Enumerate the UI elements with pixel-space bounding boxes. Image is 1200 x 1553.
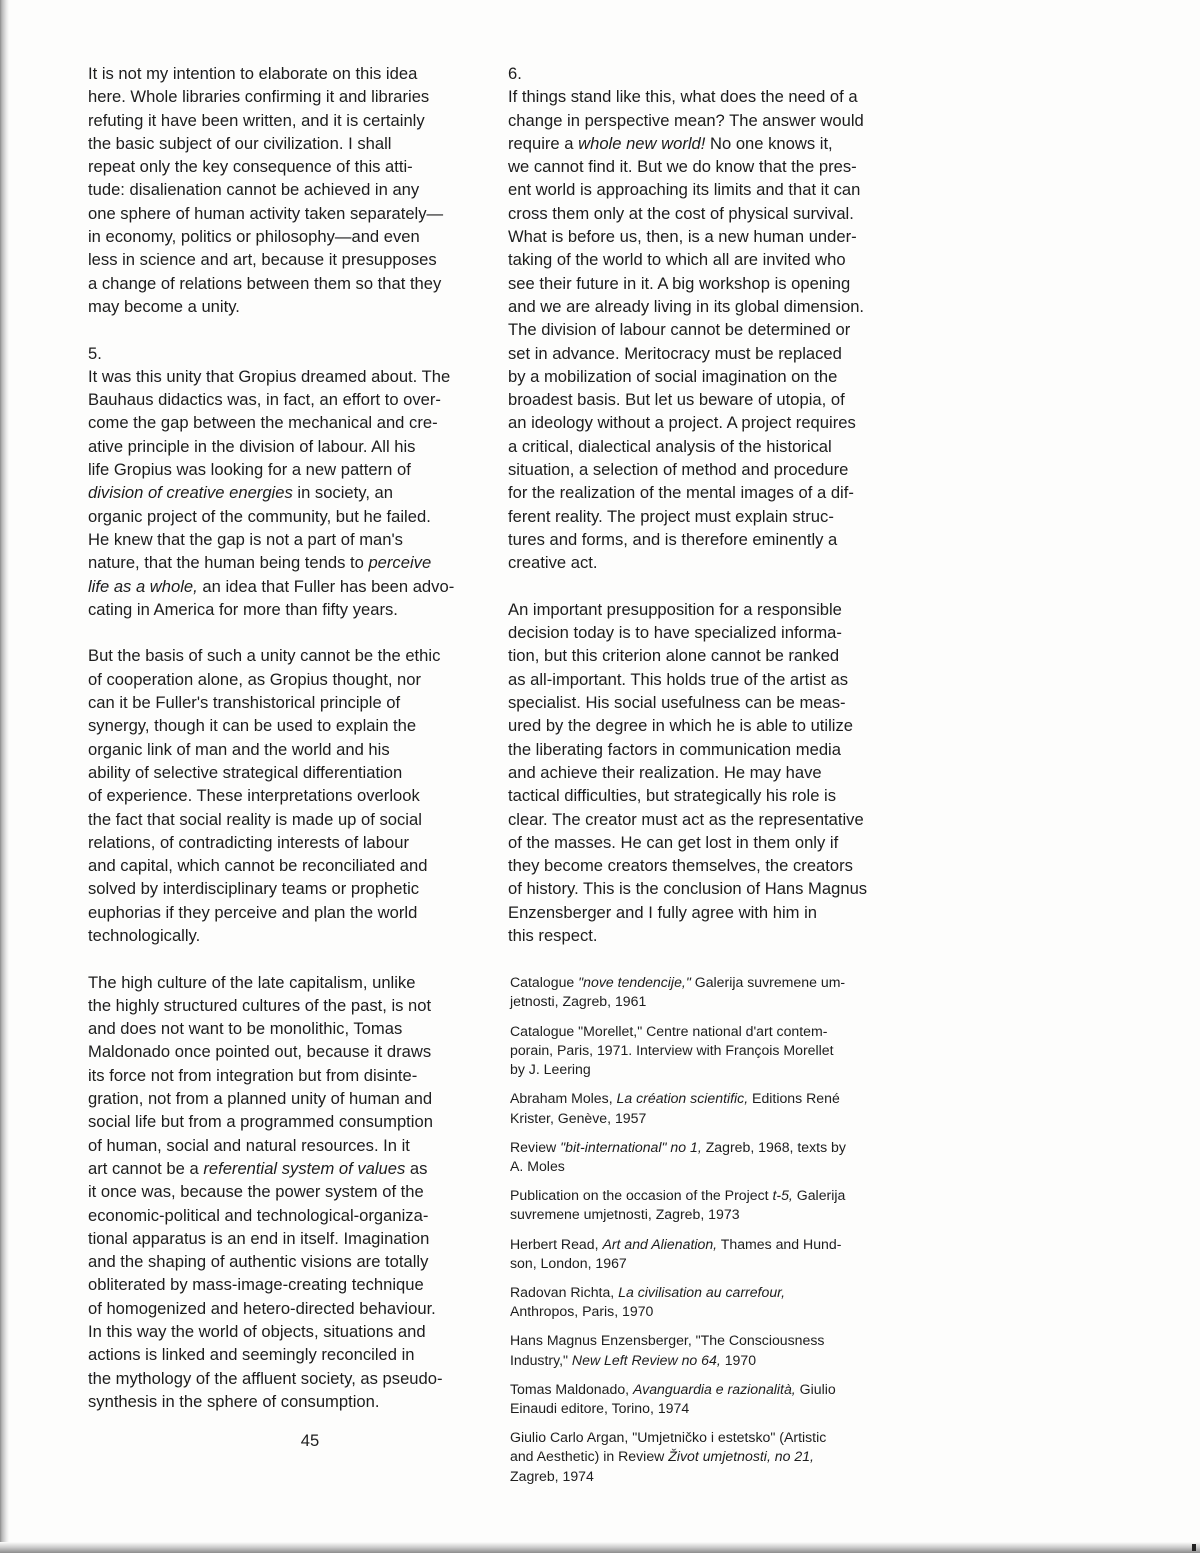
references-list xyxy=(508,973,910,1485)
left-paragraph-2 xyxy=(88,365,490,621)
left-paragraph-1: It is not my intention to elaborate on this idea here. Whole libraries confirming it and libraries refuting it have been written, and it is certainly the basic subject of our civilization. I shall repeat only the key consequence of this atti- tude: disalienation cannot be achieved in any one sphere of human activity taken separately— in economy, politics or philosophy—and even less in science and art, because it presupposes a change of relations between them so that they may become a unity. xyxy=(88,64,444,316)
reference-text: Tomas Maldonado, xyxy=(510,1380,633,1397)
reference-text: Radovan Richta, xyxy=(510,1283,619,1300)
reference-text: Thames and Hund- son, London, 1967 xyxy=(510,1235,842,1271)
section-5-number: 5. xyxy=(88,343,102,363)
corner-mark xyxy=(1192,1544,1196,1551)
reference-title: t-5, xyxy=(772,1187,793,1204)
left-paragraph-2-italic-1: division of creative energies xyxy=(88,483,293,503)
reference-text: Zagreb, 1968, texts by A. Moles xyxy=(510,1138,846,1174)
reference-text: Anthropos, Paris, 1970 xyxy=(510,1303,654,1320)
reference-text: Galerija suvremene umjetnosti, Zagreb, 1973 xyxy=(510,1187,846,1223)
right-paragraph-1-part-c: No one knows it, we cannot find it. But we do know that the pres- ent world is approaching its limits and that it can cross them only at the cost of physical survival. What is before us, then, is a new human under- taking of the world to which all are invited who see their future in it. A big workshop is opening and we are already living in its global dimension. The division of labour cannot be determined or set in advance. Meritocracy must be replaced by a mobilization of social imagination on the broadest basis. But let us beware of utopia, of an ideology without a project. A project requires a critical, dialectical analysis of the historical situation, a selection of method and procedure for the realization of the mental images of a dif- ferent reality. The project must explain struc- tures and forms, and is therefore eminently a creative act. xyxy=(508,133,865,573)
section-6-number: 6. xyxy=(508,64,522,83)
right-paragraph-2: An important presupposition for a responsible decision today is to have specialized informa- tion, but this criterion alone cannot be ranked as all-important. This holds true of the artist as specialist. His social usefulness can be meas- ured by the degree in which he is able to utilize the liberating factors in communication media and achieve their realization. He may have tactical difficulties, but strategically his role is clear. The creator must act as the representative of the masses. He can get lost in them only if they become creators themselves, the creators of history. This is the conclusion of Hans Magnus Enzensberger and I fully agree with him in this respect. xyxy=(508,599,868,945)
left-column xyxy=(88,62,490,1413)
reference-text: Giulio Carlo Argan, "Umjetničko i estetsko" (Artistic and Aesthetic) in Review xyxy=(510,1429,827,1465)
reference-title: La civilisation au carrefour, xyxy=(618,1283,785,1300)
right-paragraph-1-part-a: If things stand like this, what does the need of a change in perspective mean? The answer would require a xyxy=(508,87,864,153)
reference-item xyxy=(510,1138,910,1176)
reference-title: Život umjetnosti, no 21, xyxy=(668,1448,814,1465)
reference-text: Review xyxy=(510,1138,561,1155)
page-gutter-shadow xyxy=(0,0,9,1553)
reference-text: Herbert Read, xyxy=(510,1235,603,1252)
reference-item: Catalogue "Morellet," Centre national d'art contem- porain, Paris, 1971. Interview with François Morellet by J. Leering xyxy=(510,1022,834,1078)
left-paragraph-4 xyxy=(88,971,490,1414)
right-paragraph-1-italic: whole new world! xyxy=(578,133,706,153)
reference-item xyxy=(510,1428,910,1486)
left-paragraph-4-part-a: The high culture of the late capitalism, unlike the highly structured cultures of the past, is not and does not want to be monolithic, Tomas Maldonado once pointed out, because it draws its force not from integration but from disinte- gration, not from a planned unity of human and social life but from a programmed consumption of human, social and natural resources. In it art cannot be a xyxy=(88,972,433,1178)
left-paragraph-2-part-c: in society, an organic project of the community, but he failed. He knew that the gap is not a part of man's nature, that the human being tends to xyxy=(88,483,431,573)
reference-text: 1970 xyxy=(720,1351,757,1368)
left-paragraph-3: But the basis of such a unity cannot be the ethic of cooperation alone, as Gropius thought, nor can it be Fuller's transhistorical principle of synergy, though it can be used to explain the organic link of man and the world and his ability of selective strategical differentiation of experience. These interpretations overlook the fact that social reality is made up of social relations, of contradicting interests of labour and capital, which cannot be reconciliated and solved by interdisciplinary teams or prophetic euphorias if they perceive and plan the world technologically. xyxy=(88,646,441,945)
reference-item xyxy=(510,1331,910,1369)
reference-text: Catalogue xyxy=(510,974,579,991)
left-paragraph-2-part-a: It was this unity that Gropius dreamed about. The Bauhaus didactics was, in fact, an effort to over- come the gap between the mechanical and cre- ative principle in the division of labour. All his life Gropius was looking for a new pattern of xyxy=(88,366,451,480)
reference-text: Publication on the occasion of the Project xyxy=(510,1187,773,1204)
left-paragraph-4-italic: referential system of values xyxy=(203,1158,406,1178)
reference-item xyxy=(510,1235,910,1273)
page-bottom-shadow xyxy=(0,1542,1200,1553)
page-number: 45 xyxy=(300,1431,320,1450)
right-paragraph-1 xyxy=(508,85,910,574)
right-column xyxy=(508,62,910,1496)
left-paragraph-2-italic-2: perceive life as a whole, xyxy=(88,553,432,596)
reference-text: Giulio Einaudi editore, Torino, 1974 xyxy=(510,1380,836,1416)
reference-title: New Left Review no 64, xyxy=(571,1351,721,1368)
left-paragraph-2-part-e: an idea that Fuller has been advo- cating in America for more than fifty years. xyxy=(88,576,455,619)
reference-text: Editions René Krister, Genève, 1957 xyxy=(510,1090,840,1126)
reference-item xyxy=(510,1089,910,1127)
left-paragraph-4-part-c: as it once was, because the power system of the economic-political and technological-organiza- tional apparatus is an end in itself. Imagination and the shaping of authentic visions are totally obliterated by mass-image-creating technique of homogenized and hetero-directed behaviour. In this way the world of objects, situations and actions is linked and seemingly reconciled in the mythology of the affluent society, as pseudo- synthesis in the sphere of consumption. xyxy=(88,1158,443,1411)
reference-text: Galerija suvremene um- jetnosti, Zagreb, 1961 xyxy=(510,974,846,1010)
reference-title: La création scientific, xyxy=(616,1090,749,1107)
reference-title: Avanguardia e razionalità, xyxy=(633,1380,796,1397)
reference-item xyxy=(510,973,910,1011)
reference-item xyxy=(510,1186,910,1224)
reference-item xyxy=(510,1380,910,1418)
reference-item xyxy=(510,1283,910,1321)
right-column-body xyxy=(508,62,910,947)
reference-title: "nove tendencije," xyxy=(578,974,691,991)
reference-text: Zagreb, 1974 xyxy=(510,1467,594,1484)
reference-title: Art and Alienation, xyxy=(602,1235,718,1252)
reference-text: Hans Magnus Enzensberger, "The Consciousness Industry," xyxy=(510,1332,825,1368)
reference-title: "bit-international" no 1, xyxy=(560,1138,702,1155)
reference-text: Abraham Moles, xyxy=(510,1090,617,1107)
